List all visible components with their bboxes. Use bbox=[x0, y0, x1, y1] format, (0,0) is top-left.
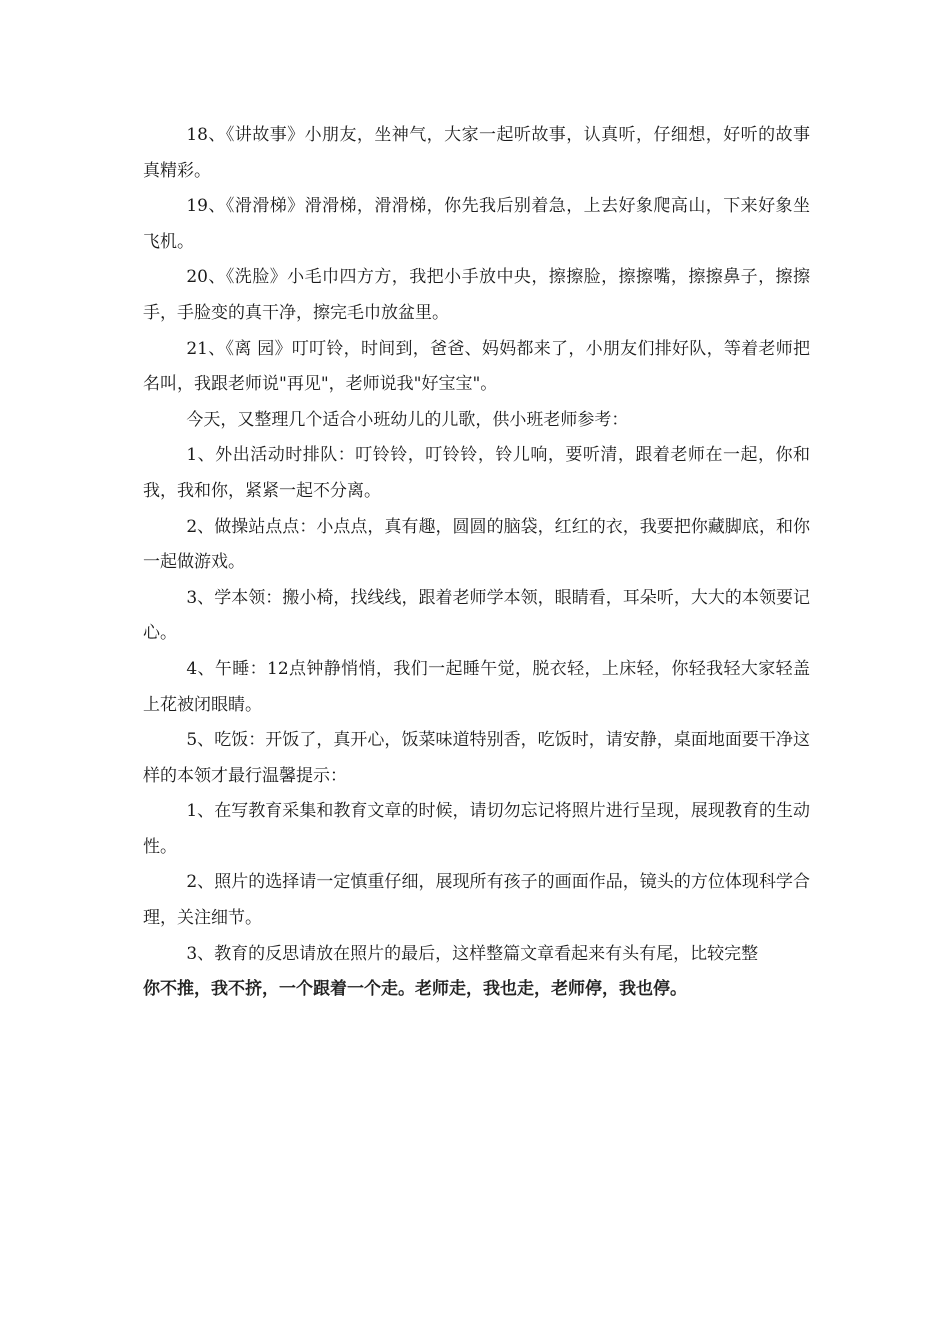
paragraph-song-1: 1、外出活动时排队：叮铃铃，叮铃铃，铃儿响，要听清，跟着老师在一起，你和我，我和你，紧紧一起不分离。 bbox=[143, 445, 810, 501]
paragraph-18-story: 18、《讲故事》小朋友，坐神气，大家一起听故事，认真听，仔细想，好听的故事真精彩。 bbox=[143, 125, 810, 181]
paragraph-intro: 今天，又整理几个适合小班幼儿的儿歌，供小班老师参考： bbox=[186, 409, 629, 430]
document-body bbox=[143, 118, 810, 1008]
paragraph-song-2: 2、做操站点点：小点点，真有趣，圆圆的脑袋，红红的衣，我要把你藏脚底，和你一起做游戏。 bbox=[143, 516, 810, 573]
paragraph-song-3: 3、学本领：搬小椅，找线线，跟着老师学本领，眼睛看，耳朵听，大大的本领要记心。 bbox=[143, 587, 810, 644]
paragraph-tip-3: 3、教育的反思请放在照片的最后，这样整篇文章看起来有头有尾，比较完整 bbox=[186, 943, 759, 964]
paragraph-tip-2: 2、照片的选择请一定慎重仔细，展现所有孩子的画面作品，镜头的方位体现科学合理，关注细节。 bbox=[143, 872, 810, 929]
paragraph-20-wash-face: 20、《洗脸》小毛巾四方方，我把小手放中央，擦擦脸，擦擦嘴，擦擦鼻子，擦擦手，手脸变的真干净，擦完毛巾放盆里。 bbox=[143, 267, 810, 323]
paragraph-song-4: 4、午睡：12点钟静悄悄，我们一起睡午觉，脱衣轻，上床轻，你轻我轻大家轻盖上花被闭眼睛。 bbox=[143, 658, 810, 715]
closing-line: 你不推，我不挤，一个跟着一个走。老师走，我也走，老师停，我也停。 bbox=[143, 979, 687, 1000]
paragraph-19-slide: 19、《滑滑梯》滑滑梯，滑滑梯，你先我后别着急，上去好象爬高山，下来好象坐飞机。 bbox=[143, 196, 810, 252]
paragraph-tip-1: 1、在写教育采集和教育文章的时候，请切勿忘记将照片进行呈现，展现教育的生动性。 bbox=[143, 801, 810, 857]
paragraph-21-leave: 21、《离 园》叮叮铃，时间到，爸爸、妈妈都来了，小朋友们排好队，等着老师把名叫，我跟老师说"再见"，老师说我"好宝宝"。 bbox=[143, 338, 810, 395]
paragraph-song-5: 5、吃饭：开饭了，真开心，饭菜味道特别香，吃饭时，请安静，桌面地面要干净这样的本领才最行温馨提示： bbox=[143, 730, 810, 786]
